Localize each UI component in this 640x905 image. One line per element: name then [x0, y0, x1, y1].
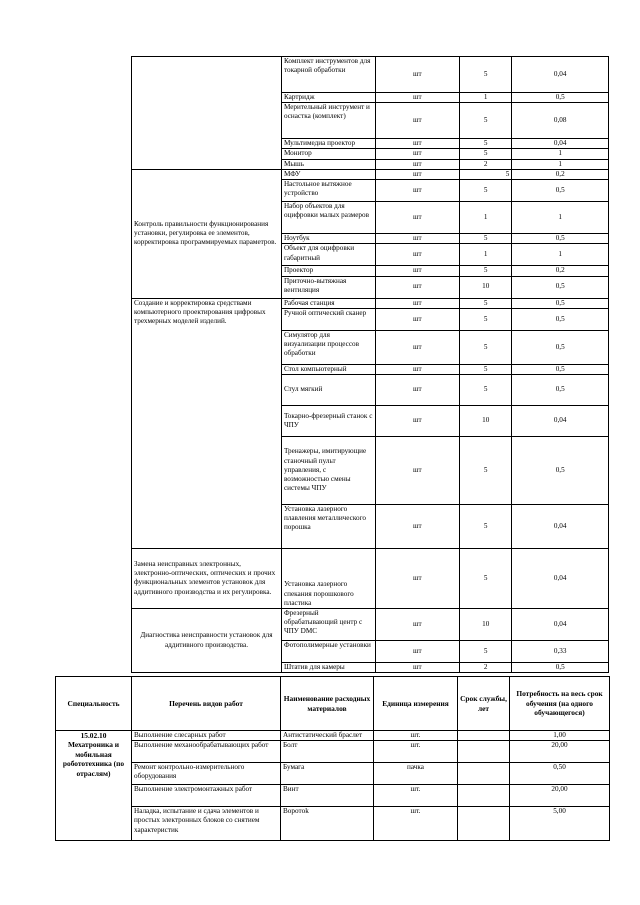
equipment-name: Настольное вытяжное устройство: [281, 180, 375, 202]
unit-cell: шт: [375, 180, 460, 202]
header-term: Срок службы, лет: [458, 677, 510, 731]
need-cell: 20,00: [510, 785, 610, 807]
unit-cell: шт: [375, 330, 460, 364]
work-cell-empty: [132, 57, 282, 170]
work-item: Выполнение электромонтажных работ: [132, 785, 281, 807]
unit-cell: шт: [375, 374, 460, 405]
equipment-name: Ручной оптический сканер: [281, 308, 375, 330]
term-cell: [458, 785, 510, 807]
need-cell: 1,00: [510, 731, 610, 741]
need-cell: 0,04: [512, 139, 609, 149]
need-cell: 0,04: [512, 548, 609, 608]
term-cell: [458, 741, 510, 763]
work-group: Создание и корректировка средствами компьютерного проектирования цифровых трехмерных моделей изделий.: [132, 298, 282, 548]
need-cell: 0,5: [512, 330, 609, 364]
unit-cell: шт: [375, 244, 460, 266]
equipment-name: Установка лазерного плавления металлического порошка: [281, 504, 375, 548]
need-cell: 0,5: [512, 662, 609, 672]
need-cell: 0,5: [512, 234, 609, 244]
need-cell: 0,33: [512, 640, 609, 662]
unit-cell: шт: [375, 169, 460, 179]
need-cell: 1: [512, 149, 609, 159]
need-cell: 0,5: [512, 364, 609, 374]
unit-cell: шт: [375, 504, 460, 548]
need-cell: 0,5: [512, 308, 609, 330]
years-cell: 5: [460, 330, 512, 364]
need-cell: 0,2: [512, 169, 609, 179]
work-item: Наладка, испытание и сдача элементов и простых электронных блоков со снятием характеристик: [132, 807, 281, 841]
years-cell: 5: [460, 180, 512, 202]
years-cell: 5: [460, 149, 512, 159]
equipment-name: Проектор: [281, 266, 375, 276]
equipment-name: Фотополимерные установки: [281, 640, 375, 662]
equipment-name: Приточно-вытяжная вентиляция: [281, 276, 375, 298]
equipment-name: Объект для оцифровки габаритный: [281, 244, 375, 266]
years-cell: 10: [460, 405, 512, 436]
equipment-name: Картридж: [281, 93, 375, 103]
need-cell: 0,5: [512, 298, 609, 308]
equipment-name: Стул мягкий: [281, 374, 375, 405]
unit-cell: шт: [375, 608, 460, 640]
years-cell: 5: [460, 364, 512, 374]
need-cell: 0,5: [512, 436, 609, 504]
unit-cell: шт: [375, 308, 460, 330]
material-item: Антистатический браслет: [281, 731, 374, 741]
header-unit: Единица измерения: [374, 677, 458, 731]
years-cell: 10: [460, 276, 512, 298]
years-cell: 5: [460, 139, 512, 149]
need-cell: 0,5: [512, 180, 609, 202]
equipment-name: МФУ: [281, 169, 375, 179]
unit-cell: шт: [375, 103, 460, 139]
equipment-name: Симулятор для визуализации процессов обработки: [281, 330, 375, 364]
need-cell: 0,04: [512, 57, 609, 93]
equipment-name: Стол компьютерный: [281, 364, 375, 374]
unit-cell: шт: [375, 234, 460, 244]
unit-cell: шт: [375, 159, 460, 169]
need-cell: 0,5: [512, 276, 609, 298]
unit-cell: шт.: [374, 741, 458, 763]
equipment-name: Установка лазерного спекания порошкового пластика: [281, 548, 375, 608]
work-group: Диагностика неисправности установок для аддитивного производства.: [132, 608, 282, 672]
unit-cell: шт: [375, 266, 460, 276]
years-cell: 5: [460, 436, 512, 504]
unit-cell: шт: [375, 662, 460, 672]
unit-cell: шт: [375, 276, 460, 298]
years-cell: 5: [460, 308, 512, 330]
years-cell: 2: [460, 662, 512, 672]
unit-cell: шт: [375, 139, 460, 149]
equipment-name: Комплект инструментов для токарной обработки: [281, 57, 375, 93]
material-item: Винт: [281, 785, 374, 807]
specialty-cell: 15.02.10 Мехатроника и мобильная робототехника (по отраслям): [56, 731, 132, 841]
unit-cell: шт: [375, 149, 460, 159]
unit-cell: шт.: [374, 807, 458, 841]
term-cell: [458, 763, 510, 785]
unit-cell: шт: [375, 57, 460, 93]
work-item: Выполнение слесарных работ: [132, 731, 281, 741]
unit-cell: шт: [375, 202, 460, 234]
term-cell: [458, 731, 510, 741]
need-cell: 0,5: [512, 93, 609, 103]
unit-cell: шт: [375, 364, 460, 374]
unit-cell: шт: [375, 640, 460, 662]
years-cell: 5: [460, 103, 512, 139]
years-cell: 2: [460, 159, 512, 169]
work-item: Ремонт контрольно-измерительного оборудования: [132, 763, 281, 785]
years-cell: 5: [460, 374, 512, 405]
unit-cell: шт: [375, 548, 460, 608]
years-cell: 1: [460, 244, 512, 266]
consumables-table: [55, 676, 610, 841]
material-item: Бумага: [281, 763, 374, 785]
unit-cell: шт: [375, 298, 460, 308]
need-cell: 5,00: [510, 807, 610, 841]
need-cell: 1: [512, 244, 609, 266]
header-works: Перечень видов работ: [132, 677, 281, 731]
years-cell: 5: [460, 298, 512, 308]
years-cell: 5: [460, 548, 512, 608]
equipment-name: Ноутбук: [281, 234, 375, 244]
material-item: Воротok: [281, 807, 374, 841]
equipment-name: Токарно-фрезерный станок с ЧПУ: [281, 405, 375, 436]
equipment-name: Набор объектов для оцифровки малых размеров: [281, 202, 375, 234]
work-group: Замена неисправных электронных, электронно-оптических, оптических и прочих функциональных элементов установок для аддитивного производства и их регулировка.: [132, 548, 282, 608]
work-group: Контроль правильности функционирования установки, регулировка ее элементов, корректировка программируемых параметров.: [132, 169, 282, 298]
need-cell: 0,04: [512, 608, 609, 640]
need-cell: 0,2: [512, 266, 609, 276]
header-materials: Наименование расходных материалов: [281, 677, 374, 731]
years-cell: 5: [460, 169, 512, 179]
need-cell: 0,08: [512, 103, 609, 139]
equipment-name: Мышь: [281, 159, 375, 169]
need-cell: 0,04: [512, 405, 609, 436]
need-cell: 1: [512, 202, 609, 234]
equipment-name: Рабочая станция: [281, 298, 375, 308]
material-item: Болт: [281, 741, 374, 763]
need-cell: 0,50: [510, 763, 610, 785]
years-cell: 10: [460, 608, 512, 640]
header-need: Потребность на весь срок обучения (на одного обучающегося): [510, 677, 610, 731]
need-cell: 20,00: [510, 741, 610, 763]
equipment-name: Мультимедиа проектор: [281, 139, 375, 149]
equipment-name: Тренажеры, имитирующие станочный пульт управления, с возможностью смены системы ЧПУ: [281, 436, 375, 504]
unit-cell: пачка: [374, 763, 458, 785]
work-item: Выполнение механообрабатывающих работ: [132, 741, 281, 763]
years-cell: 5: [460, 640, 512, 662]
need-cell: 0,04: [512, 504, 609, 548]
unit-cell: шт: [375, 93, 460, 103]
unit-cell: шт.: [374, 785, 458, 807]
equipment-name: Фрезерный обрабатывающий центр с ЧПУ DMC: [281, 608, 375, 640]
equipment-name: Штатив для камеры: [281, 662, 375, 672]
years-cell: 5: [460, 266, 512, 276]
years-cell: 5: [460, 234, 512, 244]
header-specialty: Специальность: [56, 677, 132, 731]
unit-cell: шт: [375, 436, 460, 504]
years-cell: 5: [460, 57, 512, 93]
years-cell: 1: [460, 202, 512, 234]
term-cell: [458, 807, 510, 841]
need-cell: 1: [512, 159, 609, 169]
need-cell: 0,5: [512, 374, 609, 405]
years-cell: 1: [460, 93, 512, 103]
equipment-name: Мерительный инструмент и оснастка (комплект): [281, 103, 375, 139]
equipment-table: [131, 56, 609, 673]
equipment-name: Монитор: [281, 149, 375, 159]
unit-cell: шт.: [374, 731, 458, 741]
years-cell: 5: [460, 504, 512, 548]
unit-cell: шт: [375, 405, 460, 436]
